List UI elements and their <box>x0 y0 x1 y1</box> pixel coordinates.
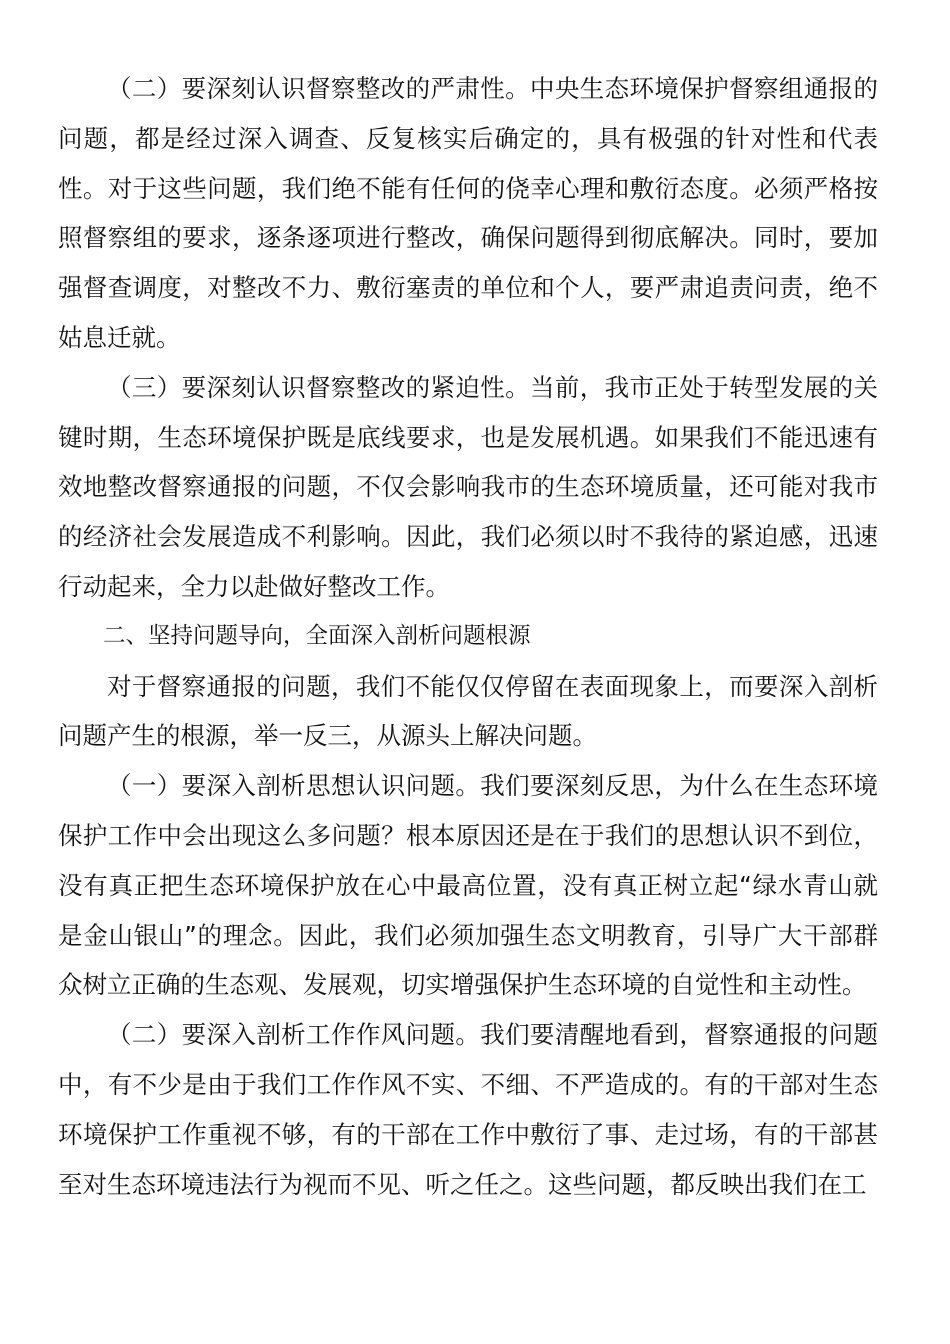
paragraph-intro: 对于督察通报的问题，我们不能仅仅停留在表面现象上，而要深入剖析问题产生的根源，举一反三，从源头上解决问题。 <box>58 671 878 751</box>
paragraph-rigor: （二）要深刻认识督察整改的严肃性。中央生态环境保护督察组通报的问题，都是经过深入调查、反复核实后确定的，具有极强的针对性和代表性。对于这些问题，我们绝不能有任何的侥幸心理和敷衍态度。必须严格按照督察组的要求，逐条逐项进行整改，确保问题得到彻底解决。同时，要加强督查调度，对整改不力、敷衍塞责的单位和个人，要严肃追责问责，绝不姑息迁就。 <box>58 74 878 352</box>
paragraph-ideology: （一）要深入剖析思想认识问题。我们要深刻反思，为什么在生态环境保护工作中会出现这么多问题？根本原因还是在于我们的思想认识不到位，没有真正把生态环境保护放在心中最高位置，没有真正树立起“绿水青山就是金山银山”的理念。因此，我们必须加强生态文明教育，引导广大干部群众树立正确的生态观、发展观，切实增强保护生态环境的自觉性和主动性。 <box>58 771 878 1000</box>
paragraph-work-style: （二）要深入剖析工作作风问题。我们要清醒地看到，督察通报的问题中，有不少是由于我们工作作风不实、不细、不严造成的。有的干部对生态环境保护工作重视不够，有的干部在工作中敷衍了事、走过场，有的干部甚至对生态环境违法行为视而不见、听之任之。这些问题，都反映出我们在工 <box>58 1020 878 1199</box>
document-body <box>58 64 878 1209</box>
paragraph-urgency: （三）要深刻认识督察整改的紧迫性。当前，我市正处于转型发展的关键时期，生态环境保护既是底线要求，也是发展机遇。如果我们不能迅速有效地整改督察通报的问题，不仅会影响我市的生态环境质量，还可能对我市的经济社会发展造成不利影响。因此，我们必须以时不我待的紧迫感，迅速行动起来，全力以赴做好整改工作。 <box>58 372 878 601</box>
section-heading: 二、坚持问题导向，全面深入剖析问题根源 <box>103 622 531 649</box>
